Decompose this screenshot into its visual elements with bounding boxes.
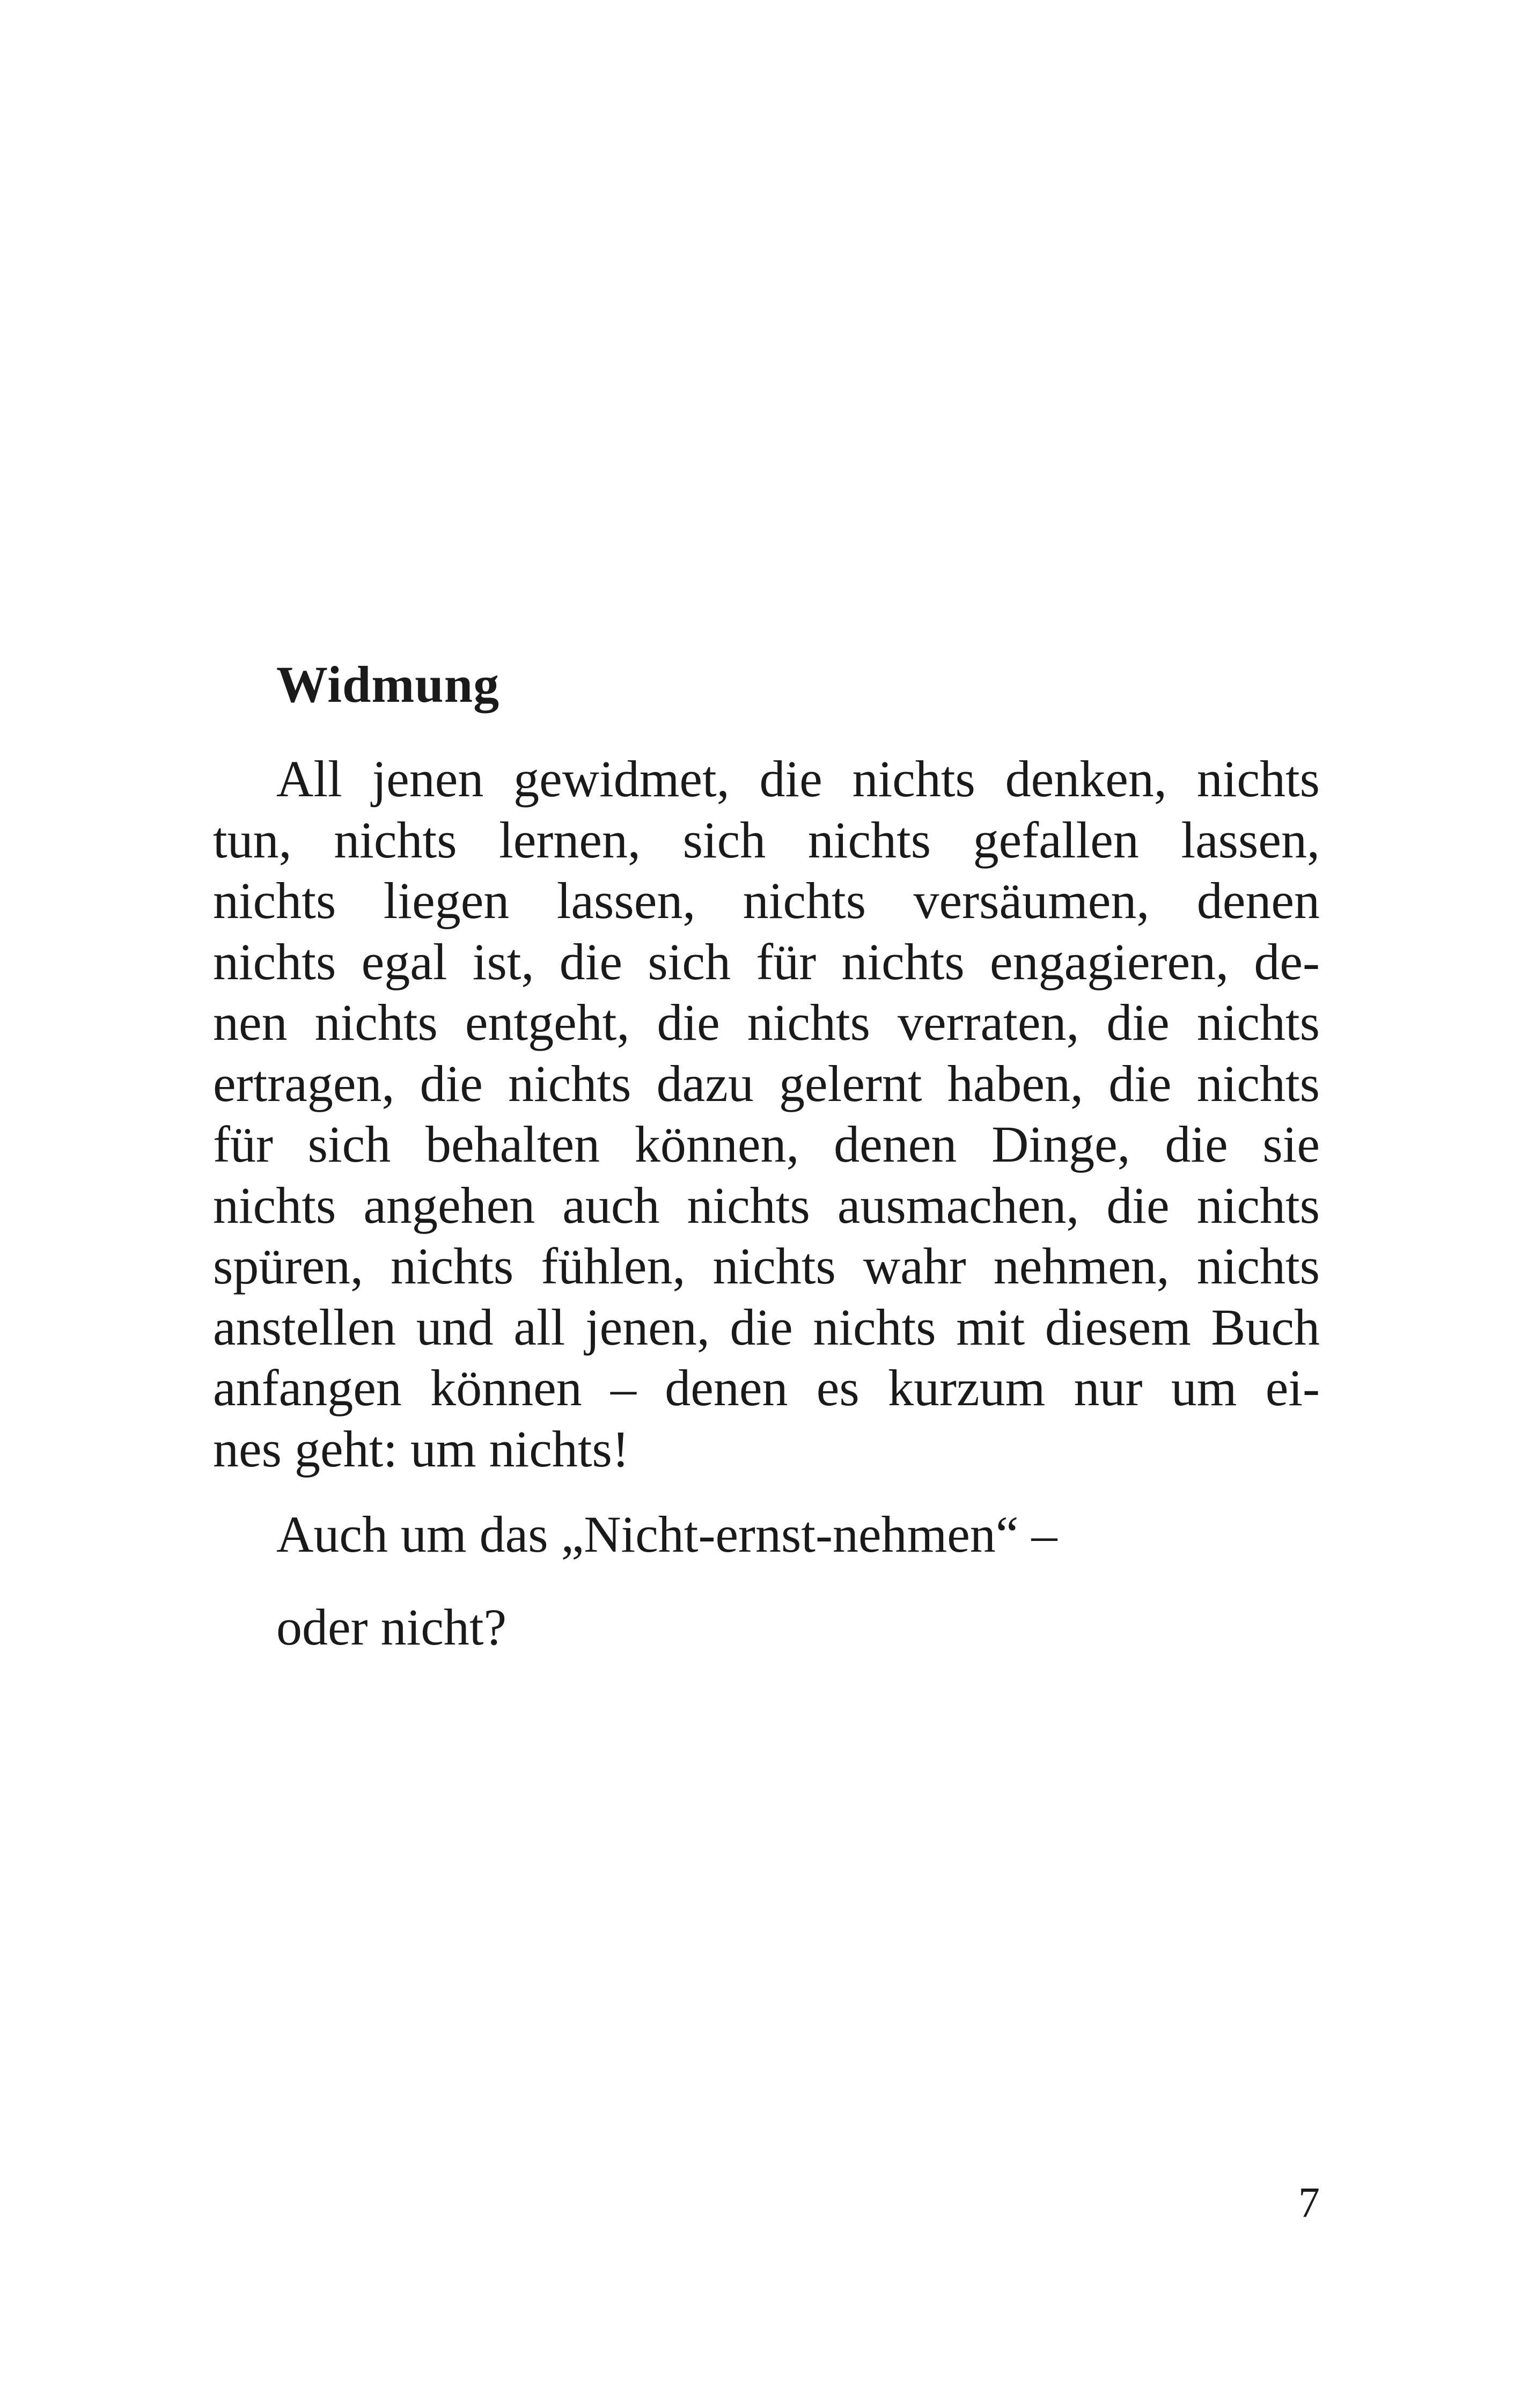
paragraph-line-text: anstellen und all jenen, die nichts mit diesem Buch — [213, 1298, 1320, 1356]
paragraph-line-text: All jenen gewidmet, die nichts denken, nichts — [276, 750, 1320, 807]
paragraph-line — [213, 748, 1320, 810]
paragraph-line — [213, 1236, 1320, 1297]
closing-line: Auch um das „Nicht-ernst-nehmen“ – — [276, 1506, 1057, 1563]
paragraph-line — [213, 870, 1320, 931]
paragraph-line — [213, 1175, 1320, 1236]
paragraph-line — [213, 810, 1320, 871]
paragraph-line — [213, 1357, 1320, 1419]
paragraph-line-text: für sich behalten können, denen Dinge, die sie — [213, 1115, 1320, 1173]
paragraph-line-text: nes geht: um nichts! — [213, 1420, 629, 1478]
paragraph-line-text: ertragen, die nichts dazu gelernt haben, die nichts — [213, 1054, 1320, 1112]
dedication-heading: Widmung — [276, 656, 500, 713]
paragraph-line — [213, 1114, 1320, 1175]
paragraph-line-text: nichts egal ist, die sich für nichts engagieren, de- — [213, 933, 1320, 990]
paragraph-line-text: anfangen können – denen es kurzum nur um ei- — [213, 1359, 1320, 1416]
paragraph-line — [213, 1297, 1320, 1358]
paragraph-line-text: tun, nichts lernen, sich nichts gefallen lassen, — [213, 811, 1320, 869]
paragraph-line — [213, 931, 1320, 993]
paragraph-line-text: nichts angehen auch nichts ausmachen, die nichts — [213, 1176, 1320, 1234]
page-number: 7 — [1298, 2179, 1320, 2227]
paragraph-line — [213, 1053, 1320, 1114]
closing-question: oder nicht? — [276, 1598, 507, 1656]
dedication-paragraph — [213, 748, 1320, 1479]
paragraph-line-text: nichts liegen lassen, nichts versäumen, denen — [213, 872, 1320, 929]
paragraph-line — [213, 992, 1320, 1053]
paragraph-line-text: nen nichts entgeht, die nichts verraten, die nichts — [213, 994, 1320, 1051]
paragraph-line — [213, 1419, 1320, 1480]
paragraph-line-text: spüren, nichts fühlen, nichts wahr nehmen, nichts — [213, 1237, 1320, 1295]
